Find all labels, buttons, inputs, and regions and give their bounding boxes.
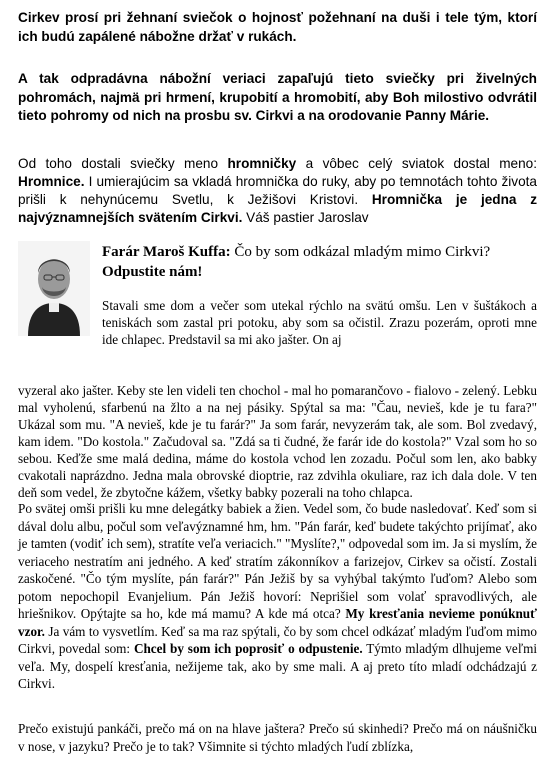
p3-text-c: a vôbec celý sviatok dostal meno: (296, 156, 537, 171)
p3-text-a: Od toho dostali sviečky meno (18, 156, 228, 171)
intro-paragraph-3 (18, 155, 537, 227)
priest-portrait (18, 241, 90, 336)
para2-text-c: Ja vám to vysvetlím. Keď sa ma raz spýtali, čo by som chcel odkázať mladým ľuďom mimo Cirkvi, povedal som: (18, 623, 537, 656)
article-heading (102, 242, 537, 282)
intro-paragraph-2: A tak odpradávna nábožní veriaci zapaľujú tieto sviečky pri živelných pohromách, najmä pri hrmení, krupobití a hromobití, aby Boh milostivo odvrátil tieto pohromy od nich na prosbu sv. Cirkvi a na orodovanie Panny Márie. (18, 71, 537, 123)
article-paragraph-2 (18, 500, 537, 693)
article-paragraph-1-continued: vyzeral ako jašter. Keby ste len videli ten chochol - mal ho pomarančovo - fialovo - zelený. Lebku mal vyholenú, sfarbenú na žlto a na nej pásiky. Spýtal sa ma: "Čau, nevieš, kde je tu fara?" Ukázal som mu. "A nevieš, kde je tu farár?" Ja som farár, nevyzerám tak, ale som. Bol zvedavý, kam idem. "Do kostola." Začudoval sa. "Zdá sa ti čudné, že farár ide do kostola?" Vzal som ho so sebou. Keďže sme malá dedina, máme do kostola vchod len zozadu. Počul som len, ako babky cvakotali naprázdno. Jedna mala obrovské dioptrie, raz zdvihla okuliare, raz ich dala dole. V ten deň som vedel, že zbytočne kážem, všetky babky pozerali na toho chlapca. (18, 383, 537, 500)
p3-hromnice: Hromnice. (18, 174, 85, 189)
p3-text-e: I umierajúcim sa vkladá hromnička do ruky, aby po temnotách tohto života prišli k nehynúcemu Svetlu, k Ježišovi Kristovi. (18, 174, 537, 207)
para2-text-e: Týmto mladým dlhujeme veľmi veľa. My, dospelí kresťania, nežijeme tak, ako by sme mali. A aj preto títo mladí odchádzajú z Cirkvi. (18, 641, 537, 691)
p3-emphasis: Hromnička je jedna z najvýznamnejších svätením Cirkvi. (18, 192, 537, 225)
author-name: Farár Maroš Kuffa: (102, 244, 231, 260)
author-question: Čo by som odkázal mladým mimo Cirkvi? (230, 244, 491, 260)
p3-signature: Váš pastier Jaroslav (242, 210, 369, 225)
para2-emphasis-2: Chcel by som ich poprosiť o odpustenie. (133, 641, 363, 656)
p3-hromnicky: hromničky (227, 156, 297, 171)
intro-paragraph-1: Cirkev prosí pri žehnaní sviečok o hojnosť požehnaní na duši i tele tým, ktorí ich budú zapálené nábožne držať v rukách. (18, 10, 537, 44)
author-plea: Odpustite nám! (102, 264, 203, 280)
article-paragraph-1: Stavali sme dom a večer som utekal rýchlo na svätú omšu. Len v šuštákoch a teniskách som zastal pri potoku, aby som sa očistil. Zrazu pozerám, oproti mne ide chlapec. Predstavil sa mi ako jašter. On aj (102, 298, 537, 347)
article-paragraph-3: Prečo existujú pankáči, prečo má on na hlave jaštera? Prečo sú skinhedi? Prečo má on náušničku v nose, v jazyku? Prečo je to tak? Všimnite si týchto mladých ľudí zblízka, (18, 721, 537, 754)
para2-emphasis-1: My kresťania nevieme ponúknuť vzor. (18, 606, 538, 639)
para2-text-a: Po svätej omši prišli ku mne delegátky babiek a žien. Vedel som, čo bude nasledovať. Keď som si dával dolu albu, počul som veľavýznamné hm, hm. "Pán farár, keď budete takýchto prijímať, ako je tamten (vodiť ich sem), stratíte veľa veriacich." "Myslíte?," odpovedal som im. Ja si myslím, že veriaceho nestratím ani jedného. A keď stratím zákonníkov a farizejov, Cirkev sa očistí. Zostali zaskočené. "Čo tým myslíte, pán farár?" Pán Ježiš by sa vyhýbal takýmto ľuďom? Alebo som potom nepochopil Evanjelium. Pán Ježiš hovorí: Neprišiel som volať spravodlivých, ale hriešnikov. Opýtajte sa ho, kde má mamu? A kde má otca? (18, 501, 537, 621)
